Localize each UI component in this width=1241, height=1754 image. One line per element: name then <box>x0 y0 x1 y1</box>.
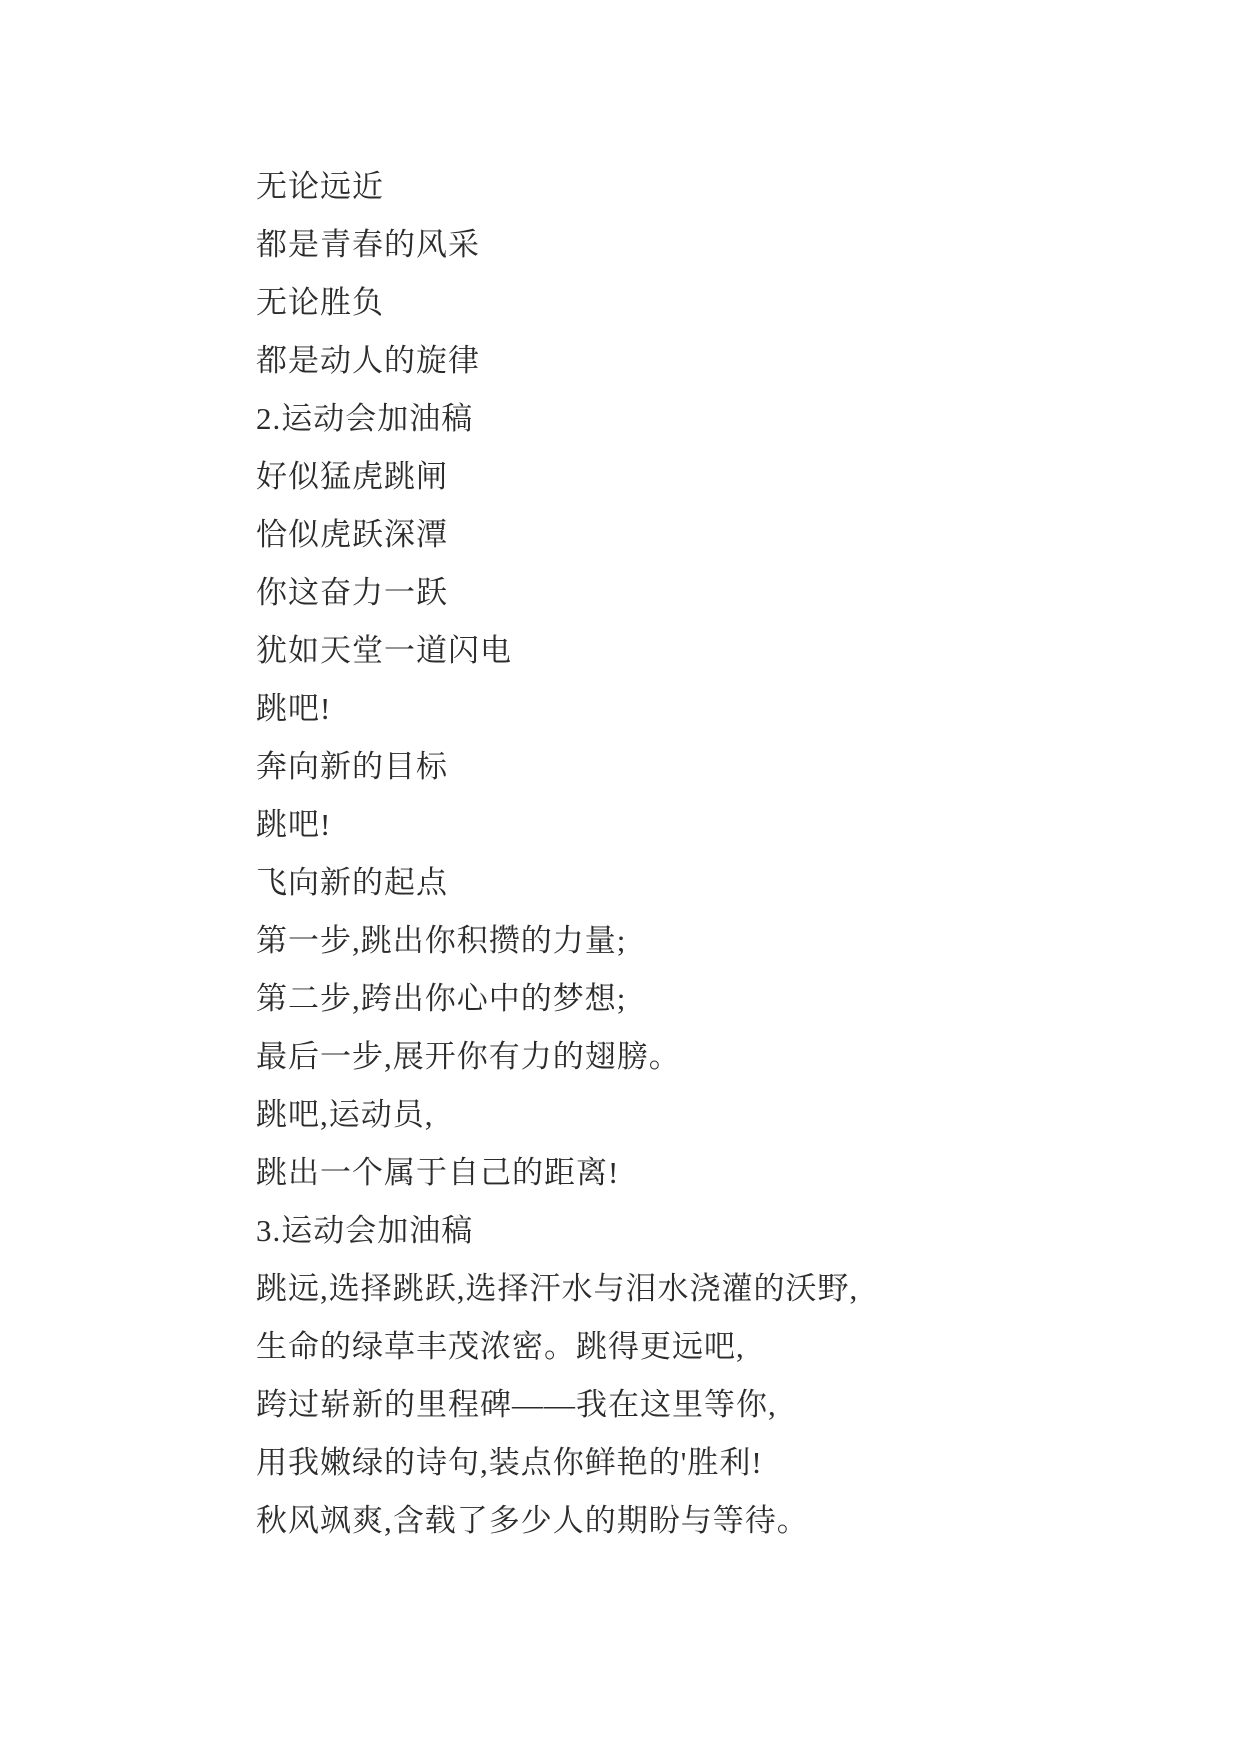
text-line: 生命的绿草丰茂浓密。跳得更远吧, <box>256 1329 745 1364</box>
text-line: 无论远近 <box>256 169 384 204</box>
text-line: 跳远,选择跳跃,选择汗水与泪水浇灌的沃野, <box>256 1271 859 1306</box>
text-line: 跳吧! <box>256 807 332 842</box>
text-line: 好似猛虎跳闸 <box>256 459 448 494</box>
text-line: 用我嫩绿的诗句,装点你鲜艳的'胜利! <box>256 1445 763 1480</box>
text-line: 犹如天堂一道闪电 <box>256 633 512 668</box>
text-line: 第二步,跨出你心中的梦想; <box>256 981 627 1016</box>
text-line: 2.运动会加油稿 <box>256 401 474 436</box>
document-body <box>256 158 1056 1550</box>
text-line: 跳吧! <box>256 691 332 726</box>
text-line: 无论胜负 <box>256 285 384 320</box>
text-line: 最后一步,展开你有力的翅膀。 <box>256 1039 681 1074</box>
text-line: 3.运动会加油稿 <box>256 1213 474 1248</box>
text-line: 飞向新的起点 <box>256 865 448 900</box>
text-line: 都是动人的旋律 <box>256 343 480 378</box>
text-line: 跨过崭新的里程碑——我在这里等你, <box>256 1387 777 1422</box>
text-line: 你这奋力一跃 <box>256 575 448 610</box>
text-line: 秋风飒爽,含载了多少人的期盼与等待。 <box>256 1503 809 1538</box>
text-line: 跳出一个属于自己的距离! <box>256 1155 620 1190</box>
text-line: 奔向新的目标 <box>256 749 448 784</box>
text-line: 恰似虎跃深潭 <box>256 517 448 552</box>
text-line: 都是青春的风采 <box>256 227 480 262</box>
text-line: 第一步,跳出你积攒的力量; <box>256 923 627 958</box>
text-line: 跳吧,运动员, <box>256 1097 434 1132</box>
